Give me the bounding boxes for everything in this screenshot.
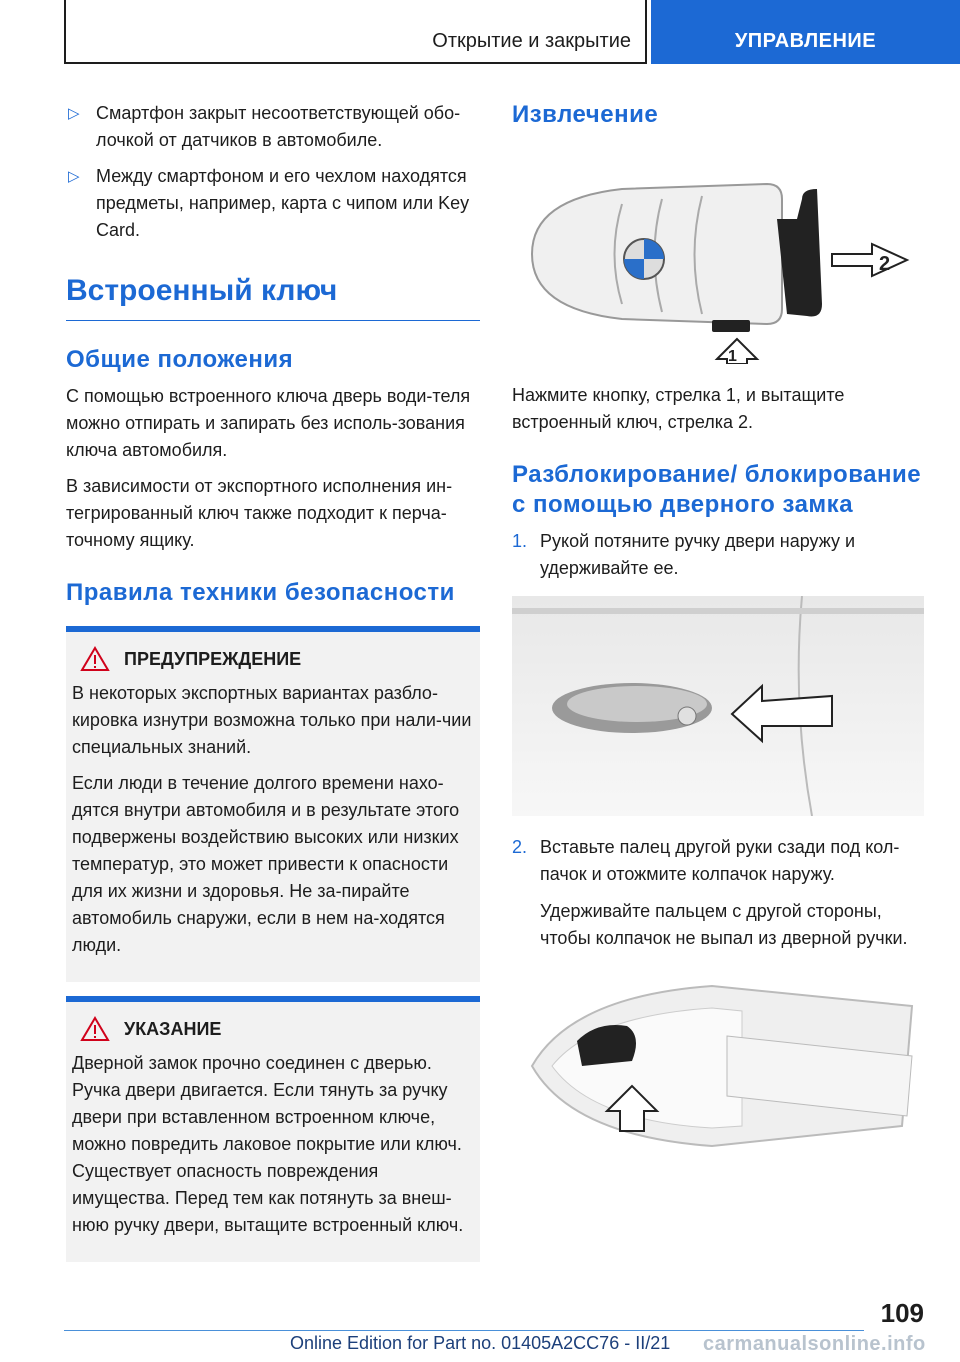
triangle-bullet-icon: ▷ xyxy=(68,168,80,185)
step-text: Вставьте палец другой руки сзади под кол-пачок и отожмите колпачок наружу. xyxy=(540,837,900,884)
notice-title: УКАЗАНИЕ xyxy=(124,1018,222,1039)
extraction-paragraph: Нажмите кнопку, стрелка 1, и вытащите встроенный ключ, стрелка 2. xyxy=(512,385,845,432)
heading-general: Общие положения xyxy=(66,346,294,373)
notice-triangle-icon xyxy=(80,1016,110,1042)
list-item xyxy=(512,528,924,582)
step-2-extra: Удерживайте пальцем с другой стороны, чтобы колпачок не выпал из дверной ручки. xyxy=(540,901,908,948)
list-item xyxy=(512,834,924,888)
heading-lock-unlock: Разблокирование/ блокирование с помощью дверного замка xyxy=(512,461,922,518)
list-item: ▷ Смартфон закрыт несоответствующей обо-лочкой от датчиков в автомобиле. xyxy=(66,100,480,154)
heading-safety: Правила техники безопасности xyxy=(66,579,455,606)
page-number: 109 xyxy=(880,1298,924,1328)
section-title: УПРАВЛЕНИЕ xyxy=(734,30,877,52)
notice-box xyxy=(66,996,480,1262)
triangle-bullet-icon: ▷ xyxy=(68,105,80,122)
list-item: ▷ Между смартфоном и его чехлом находятся предметы, например, карта с чипом или Key Card. xyxy=(66,163,480,244)
warning-box xyxy=(66,626,480,982)
left-column xyxy=(66,100,480,1262)
right-column xyxy=(512,100,924,1184)
arrow-label-2: 2 xyxy=(879,253,891,275)
lock-cap-illustration xyxy=(512,966,924,1166)
warning-paragraph-2: Если люди в течение долгого времени нахо-дятся внутри автомобиля и в результате этого подвержены воздействию высоких или низких температур, это может привести к опасности для их жизни и здоровья. Не за-пирайте автомобиль снаружи, если в нем на-ходятся люди. xyxy=(72,773,460,955)
watermark: carmanualsonline.info xyxy=(703,1333,926,1355)
warning-paragraph-1: В некоторых экспортных вариантах разбло-кировка изнутри возможна только при нали-чии специальных знаний. xyxy=(72,683,472,757)
chapter-title: Открытие и закрытие xyxy=(432,30,631,52)
heading-extraction: Извлечение xyxy=(512,101,659,128)
door-handle-illustration xyxy=(512,596,924,816)
warning-title: ПРЕДУПРЕЖДЕНИЕ xyxy=(124,648,302,669)
heading-integrated-key: Встроенный ключ xyxy=(66,274,480,321)
key-extraction-illustration xyxy=(512,144,922,364)
step-number: 2. xyxy=(512,837,528,857)
general-paragraph-1: С помощью встроенного ключа дверь води-теля можно отпирать и запирать без исполь-зования ключа автомобиля. xyxy=(66,386,471,460)
notice-paragraph: Дверной замок прочно соединен с дверью. Ручка двери двигается. Если тянуть за ручку двери при вставленном встроенном ключе, можно повредить лаковое покрытие или ключ. Существует опасность повреждения имущества. Перед тем как потянуть за внеш-нюю ручку двери, вытащите встроенный ключ. xyxy=(72,1053,464,1235)
header-section-tab xyxy=(651,0,960,64)
step-number: 1. xyxy=(512,531,528,551)
arrow-label-1: 1 xyxy=(728,348,737,364)
warning-triangle-icon xyxy=(80,646,110,672)
footer-divider xyxy=(64,1330,864,1331)
step-text: Рукой потяните ручку двери наружу и удерживайте ее. xyxy=(540,531,856,578)
header-left-box xyxy=(64,0,647,64)
general-paragraph-2: В зависимости от экспортного исполнения ин-тегрированный ключ также подходит к перча-точному ящику. xyxy=(66,476,453,550)
footer-edition: Online Edition for Part no. 01405A2CC76 - II/21 xyxy=(290,1333,671,1353)
